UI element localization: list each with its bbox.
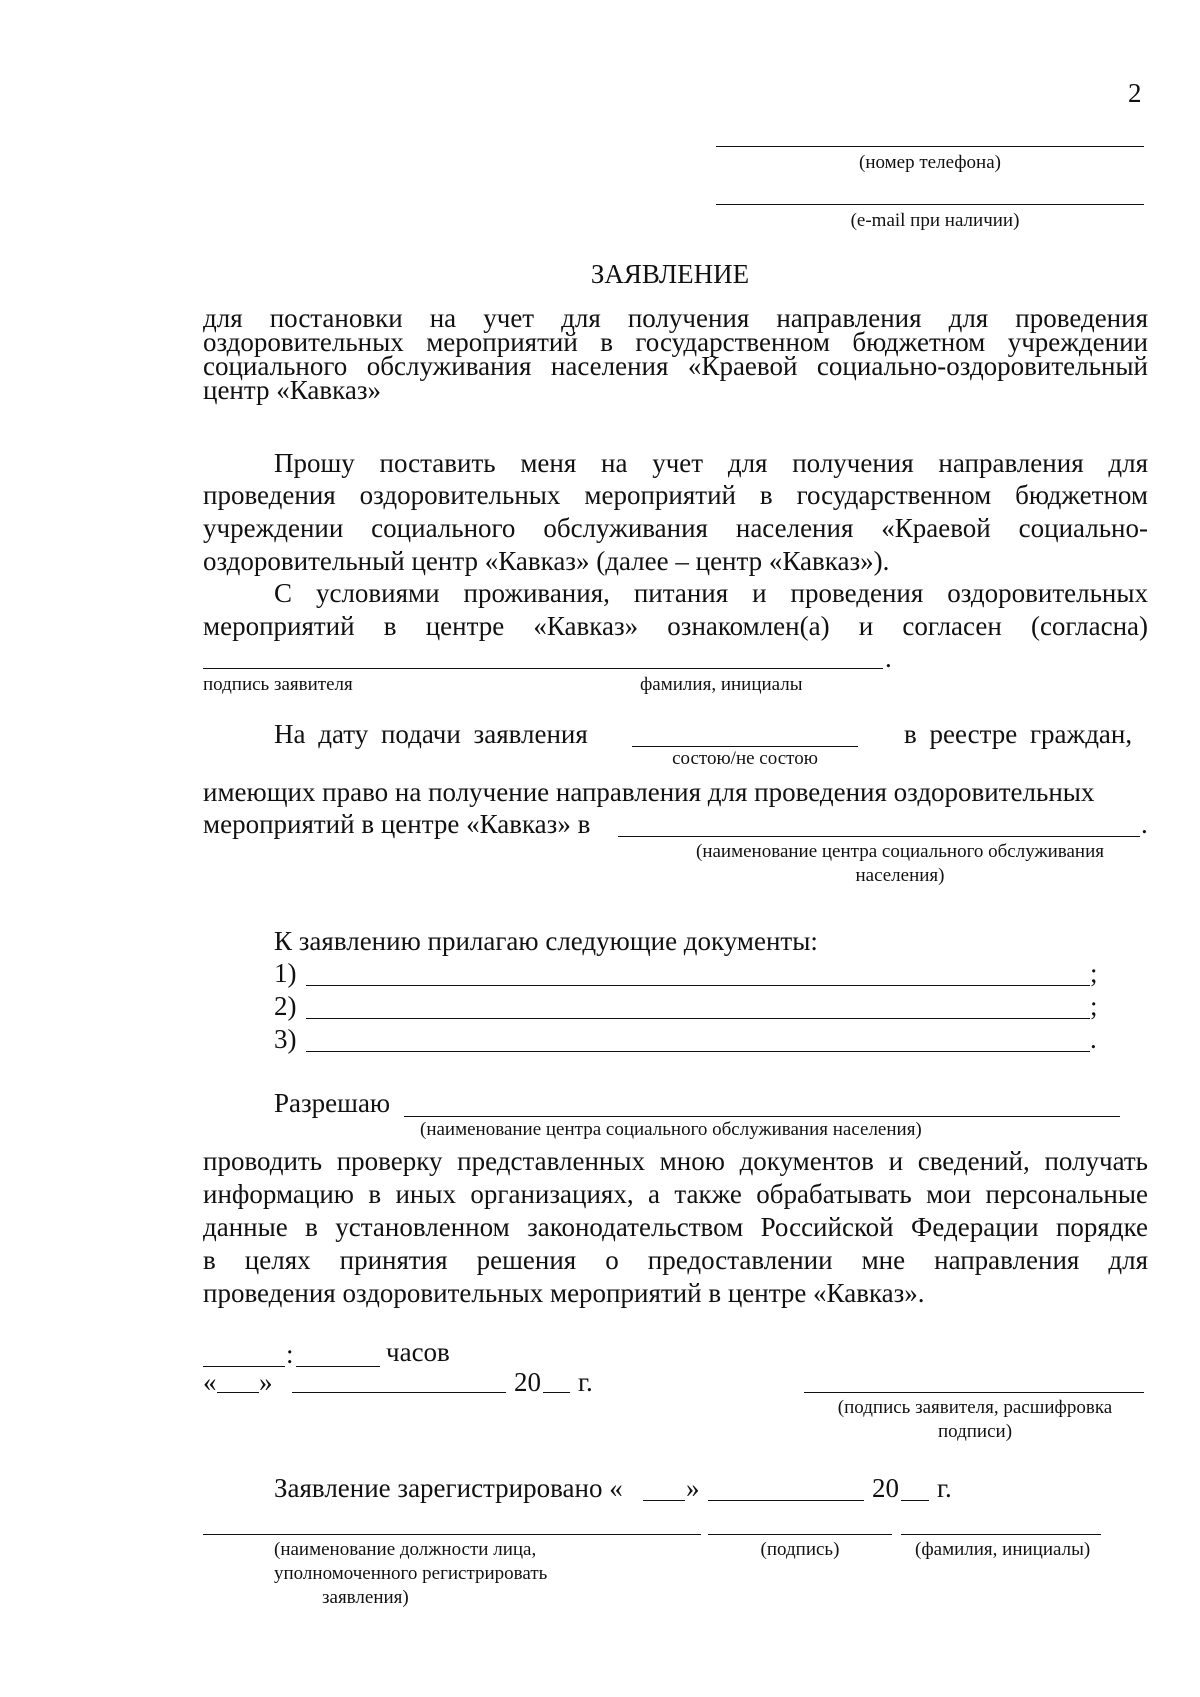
signature-caption: подпись заявителя — [203, 674, 353, 695]
month-line — [292, 1392, 506, 1393]
signature-end-dot: . — [885, 643, 892, 673]
registration-year-prefix: 20 — [872, 1473, 899, 1503]
official-position-caption: уполномоченного регистрировать — [274, 1563, 548, 1584]
center-caption: (наименование центра социального обслуживания — [696, 841, 1104, 862]
date-quote-close: » — [259, 1367, 273, 1397]
registration-day-line — [643, 1500, 685, 1501]
document-item-number: 1) — [274, 958, 297, 988]
subtitle-line: для постановки на учет для получения направления для проведения — [203, 303, 1148, 333]
registry-status-caption: состою/не состою — [672, 748, 818, 769]
document-item-line — [306, 1051, 1090, 1052]
signature-line — [203, 668, 883, 669]
permission-text-line: данные в установленном законодательством Российской Федерации порядке — [203, 1212, 1148, 1242]
phone-caption: (номер телефона) — [859, 152, 1001, 173]
document-item-end: . — [1090, 1024, 1097, 1054]
permission-caption: (наименование центра социального обслуживания населения) — [420, 1119, 922, 1140]
year-prefix: 20 — [514, 1367, 541, 1397]
body-line: учреждении социального обслуживания населения «Краевой социально- — [203, 513, 1148, 543]
registration-prefix: Заявление зарегистрировано « — [274, 1473, 623, 1503]
permission-text-line: информацию в иных организациях, а также обрабатывать мои персональные — [203, 1179, 1148, 1209]
minute-line — [296, 1366, 380, 1367]
center-name-line — [618, 836, 1140, 837]
subtitle-line: оздоровительных мероприятий в государственном бюджетном учреждении — [203, 327, 1148, 357]
permission-label: Разрешаю — [274, 1088, 391, 1118]
document-item-line — [306, 985, 1090, 986]
registry-end-dot: . — [1141, 809, 1148, 839]
applicant-signature-caption: подписи) — [937, 1421, 1013, 1442]
document-item-end: ; — [1090, 991, 1098, 1021]
registry-line: мероприятий в центре «Кавказ» в — [203, 809, 591, 839]
official-signature-caption: (подпись) — [760, 1539, 840, 1560]
name-caption: фамилия, инициалы — [640, 674, 803, 695]
subtitle-line: центр «Кавказ» — [203, 375, 382, 405]
body-line: С условиями проживания, питания и проведения оздоровительных — [274, 578, 1148, 608]
day-line — [217, 1392, 259, 1393]
center-caption: населения) — [855, 865, 945, 886]
body-line: проведения оздоровительных мероприятий в государственном бюджетном — [203, 480, 1148, 510]
permission-text-line: проведения оздоровительных мероприятий в центре «Кавказ». — [203, 1278, 925, 1308]
official-position-caption: заявления) — [322, 1587, 409, 1608]
body-line: мероприятий в центре «Кавказ» ознакомлен(а) и согласен (согласна) — [203, 611, 1148, 641]
registration-month-line — [708, 1500, 864, 1501]
official-position-caption: (наименование должности лица, — [274, 1539, 537, 1560]
date-quote-open: « — [203, 1367, 217, 1397]
official-name-caption: (фамилия, инициалы) — [915, 1539, 1091, 1560]
registry-line: имеющих право на получение направления для проведения оздоровительных — [203, 777, 1095, 807]
registry-suffix: в реестре граждан, — [904, 719, 1133, 749]
time-colon: : — [286, 1339, 294, 1369]
official-position-line — [203, 1534, 701, 1535]
registration-year-line — [901, 1500, 929, 1501]
year-line — [543, 1392, 570, 1393]
applicant-signature-caption: (подпись заявителя, расшифровка — [837, 1397, 1113, 1418]
registry-prefix: На дату подачи заявления — [274, 719, 588, 749]
official-signature-line — [708, 1534, 892, 1535]
year-suffix: г. — [578, 1367, 593, 1397]
registration-quote-close: » — [686, 1473, 700, 1503]
document-item-line — [306, 1018, 1090, 1019]
document-item-number: 2) — [274, 991, 297, 1021]
email-line — [716, 204, 1144, 205]
email-caption: (e-mail при наличии) — [850, 210, 1020, 231]
documents-intro: К заявлению прилагаю следующие документы: — [274, 926, 818, 956]
official-name-line — [901, 1534, 1101, 1535]
hours-label: часов — [386, 1337, 450, 1367]
applicant-signature-line — [804, 1392, 1144, 1393]
document-title: ЗАЯВЛЕНИЕ — [590, 259, 750, 289]
page-number: 2 — [1128, 78, 1142, 108]
permission-line — [404, 1116, 1120, 1117]
permission-text-line: проводить проверку представленных мною документов и сведений, получать — [203, 1146, 1148, 1176]
phone-line — [716, 146, 1144, 147]
document-item-end: ; — [1090, 958, 1098, 988]
document-item-number: 3) — [274, 1024, 297, 1054]
permission-text-line: в целях принятия решения о предоставлении мне направления для — [203, 1245, 1148, 1275]
body-line: Прошу поставить меня на учет для получения направления для — [274, 448, 1148, 478]
subtitle-line: социального обслуживания населения «Краевой социально-оздоровительный — [203, 351, 1148, 381]
registration-year-suffix: г. — [937, 1473, 952, 1503]
body-line: оздоровительный центр «Кавказ» (далее – центр «Кавказ»). — [203, 546, 890, 576]
